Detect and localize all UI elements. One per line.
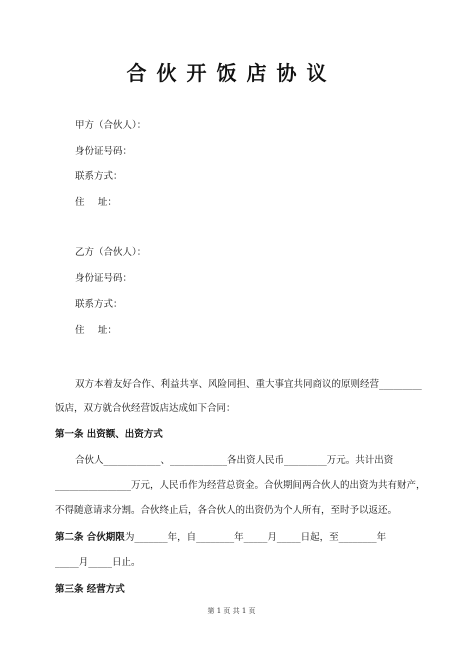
page-footer: 第 1 页 共 1 页 [207, 607, 256, 615]
party-b-addr-a: 住 [75, 325, 85, 336]
party-a-contact: 联系方式： [75, 171, 123, 182]
party-b-contact: 联系方式： [75, 299, 123, 310]
document-title: 合伙开饭店协议 [126, 61, 337, 85]
article-2-line-2: _____月_____日止。 [55, 557, 141, 568]
party-b-address [75, 322, 117, 336]
article-2-line-1 [55, 529, 415, 543]
party-b-label: 乙方（合伙人）： [75, 247, 147, 258]
article-1-title: 第一条 出资额、出资方式 [55, 429, 163, 440]
party-b-id: 身份证号码： [75, 273, 133, 284]
party-a-id: 身份证号码： [75, 146, 133, 157]
article-2-text: 为_______年，自________年_____月_____日起，至________年 [124, 532, 387, 543]
party-a-address [75, 194, 117, 208]
intro-line-2: 饭店，双方就合伙经营饭店达成如下合同： [55, 403, 236, 414]
article-1-line-1: 合伙人____________、____________各出资人民币_________万元。共计出资 [75, 455, 394, 466]
party-a-addr-b: 址： [97, 197, 117, 208]
party-b-addr-b: 址： [97, 325, 117, 336]
intro-line-1: 双方本着友好合作、利益共享、风险同担、重大事宜共同商议的原则经营_________ [75, 379, 422, 390]
article-1-line-2: ________________万元，人民币作为经营总资金。合伙期间两合伙人的出资为共有财产， [55, 480, 426, 491]
article-2-title: 第二条 合伙期限 [55, 532, 125, 543]
article-3-title: 第三条 经营方式 [55, 584, 125, 595]
party-a-addr-a: 住 [75, 197, 85, 208]
article-1-line-3: 不得随意请求分割。合伙终止后，各合伙人的出资仍为个人所有，至时予以返还。 [55, 505, 398, 516]
party-a-label: 甲方（合伙人）： [75, 120, 147, 131]
